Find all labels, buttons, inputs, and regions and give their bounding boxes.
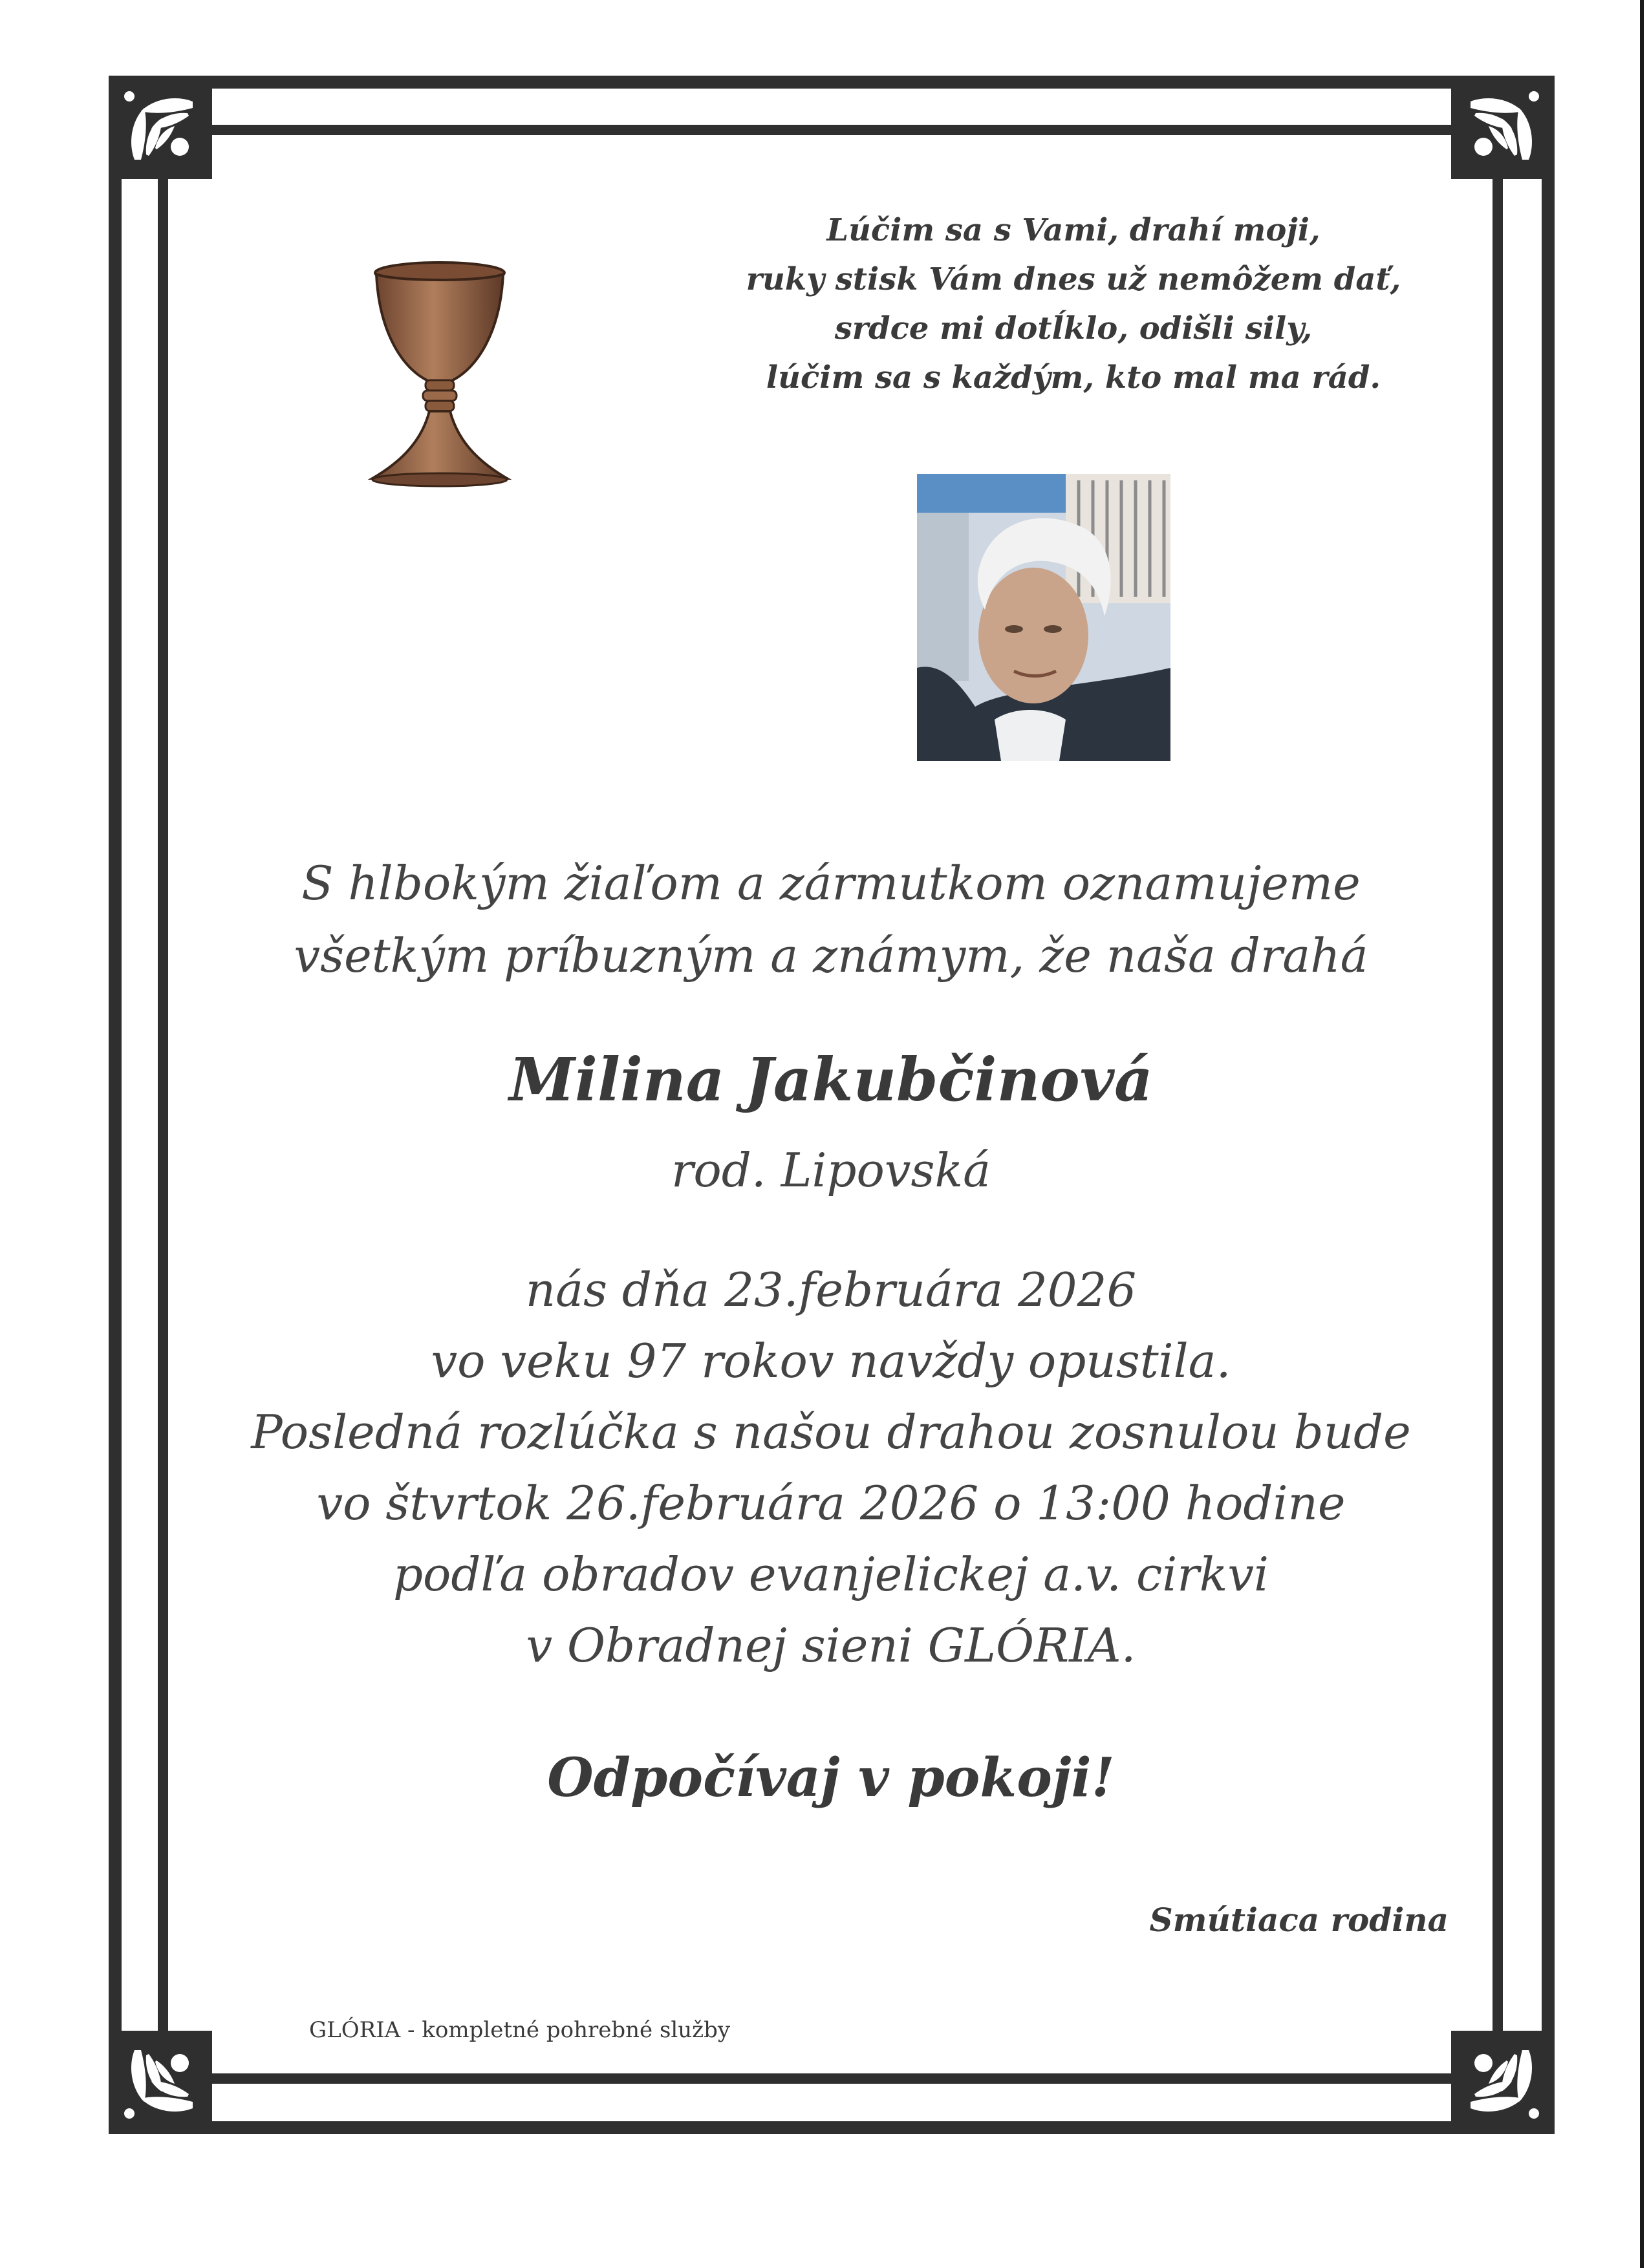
corner-ornament-icon	[1451, 82, 1548, 179]
funeral-details	[181, 1254, 1481, 1681]
funeral-service-footer: GLÓRIA - kompletné pohrebné služby	[309, 2017, 731, 2043]
details-line: Posledná rozlúčka s našou drahou zosnulou bude	[251, 1405, 1411, 1459]
chalice-icon	[362, 259, 517, 498]
verse-line: Lúčim sa s Vami, drahí moji,	[826, 212, 1320, 248]
verse-line: srdce mi dotĺklo, odišli sily,	[834, 310, 1313, 347]
corner-ornament-icon	[1451, 2031, 1548, 2128]
scan-edge-line	[1640, 0, 1644, 2268]
maiden-name: rod. Lipovská	[671, 1143, 991, 1197]
details-line: podľa obradov evanjelickej a.v. cirkvi	[393, 1547, 1269, 1601]
deceased-name: Milina Jakubčinová	[509, 1045, 1153, 1115]
family-signature: Smútiaca rodina	[1149, 1901, 1449, 1939]
announcement-line: všetkým príbuzným a známym, že naša drahá	[294, 928, 1368, 983]
details-line: v Obradnej sieni GLÓRIA.	[526, 1618, 1136, 1673]
rest-in-peace-text: Odpočívaj v pokoji!	[547, 1747, 1115, 1809]
details-line: vo štvrtok 26.februára 2026 o 13:00 hodine	[316, 1476, 1346, 1530]
announcement-line: S hlbokým žiaľom a zármutkom oznamujeme	[301, 856, 1361, 910]
details-line: nás dňa 23.februára 2026	[525, 1263, 1137, 1317]
corner-ornament-icon	[115, 2031, 212, 2128]
farewell-verse	[685, 206, 1461, 402]
deceased-portrait	[917, 474, 1170, 761]
verse-line: ruky stisk Vám dnes už nemôžem dať,	[746, 261, 1401, 297]
details-line: vo veku 97 rokov navždy opustila.	[431, 1334, 1231, 1388]
verse-line: lúčim sa s každým, kto mal ma rád.	[766, 359, 1381, 396]
announcement-text	[181, 847, 1481, 992]
corner-ornament-icon	[115, 82, 212, 179]
